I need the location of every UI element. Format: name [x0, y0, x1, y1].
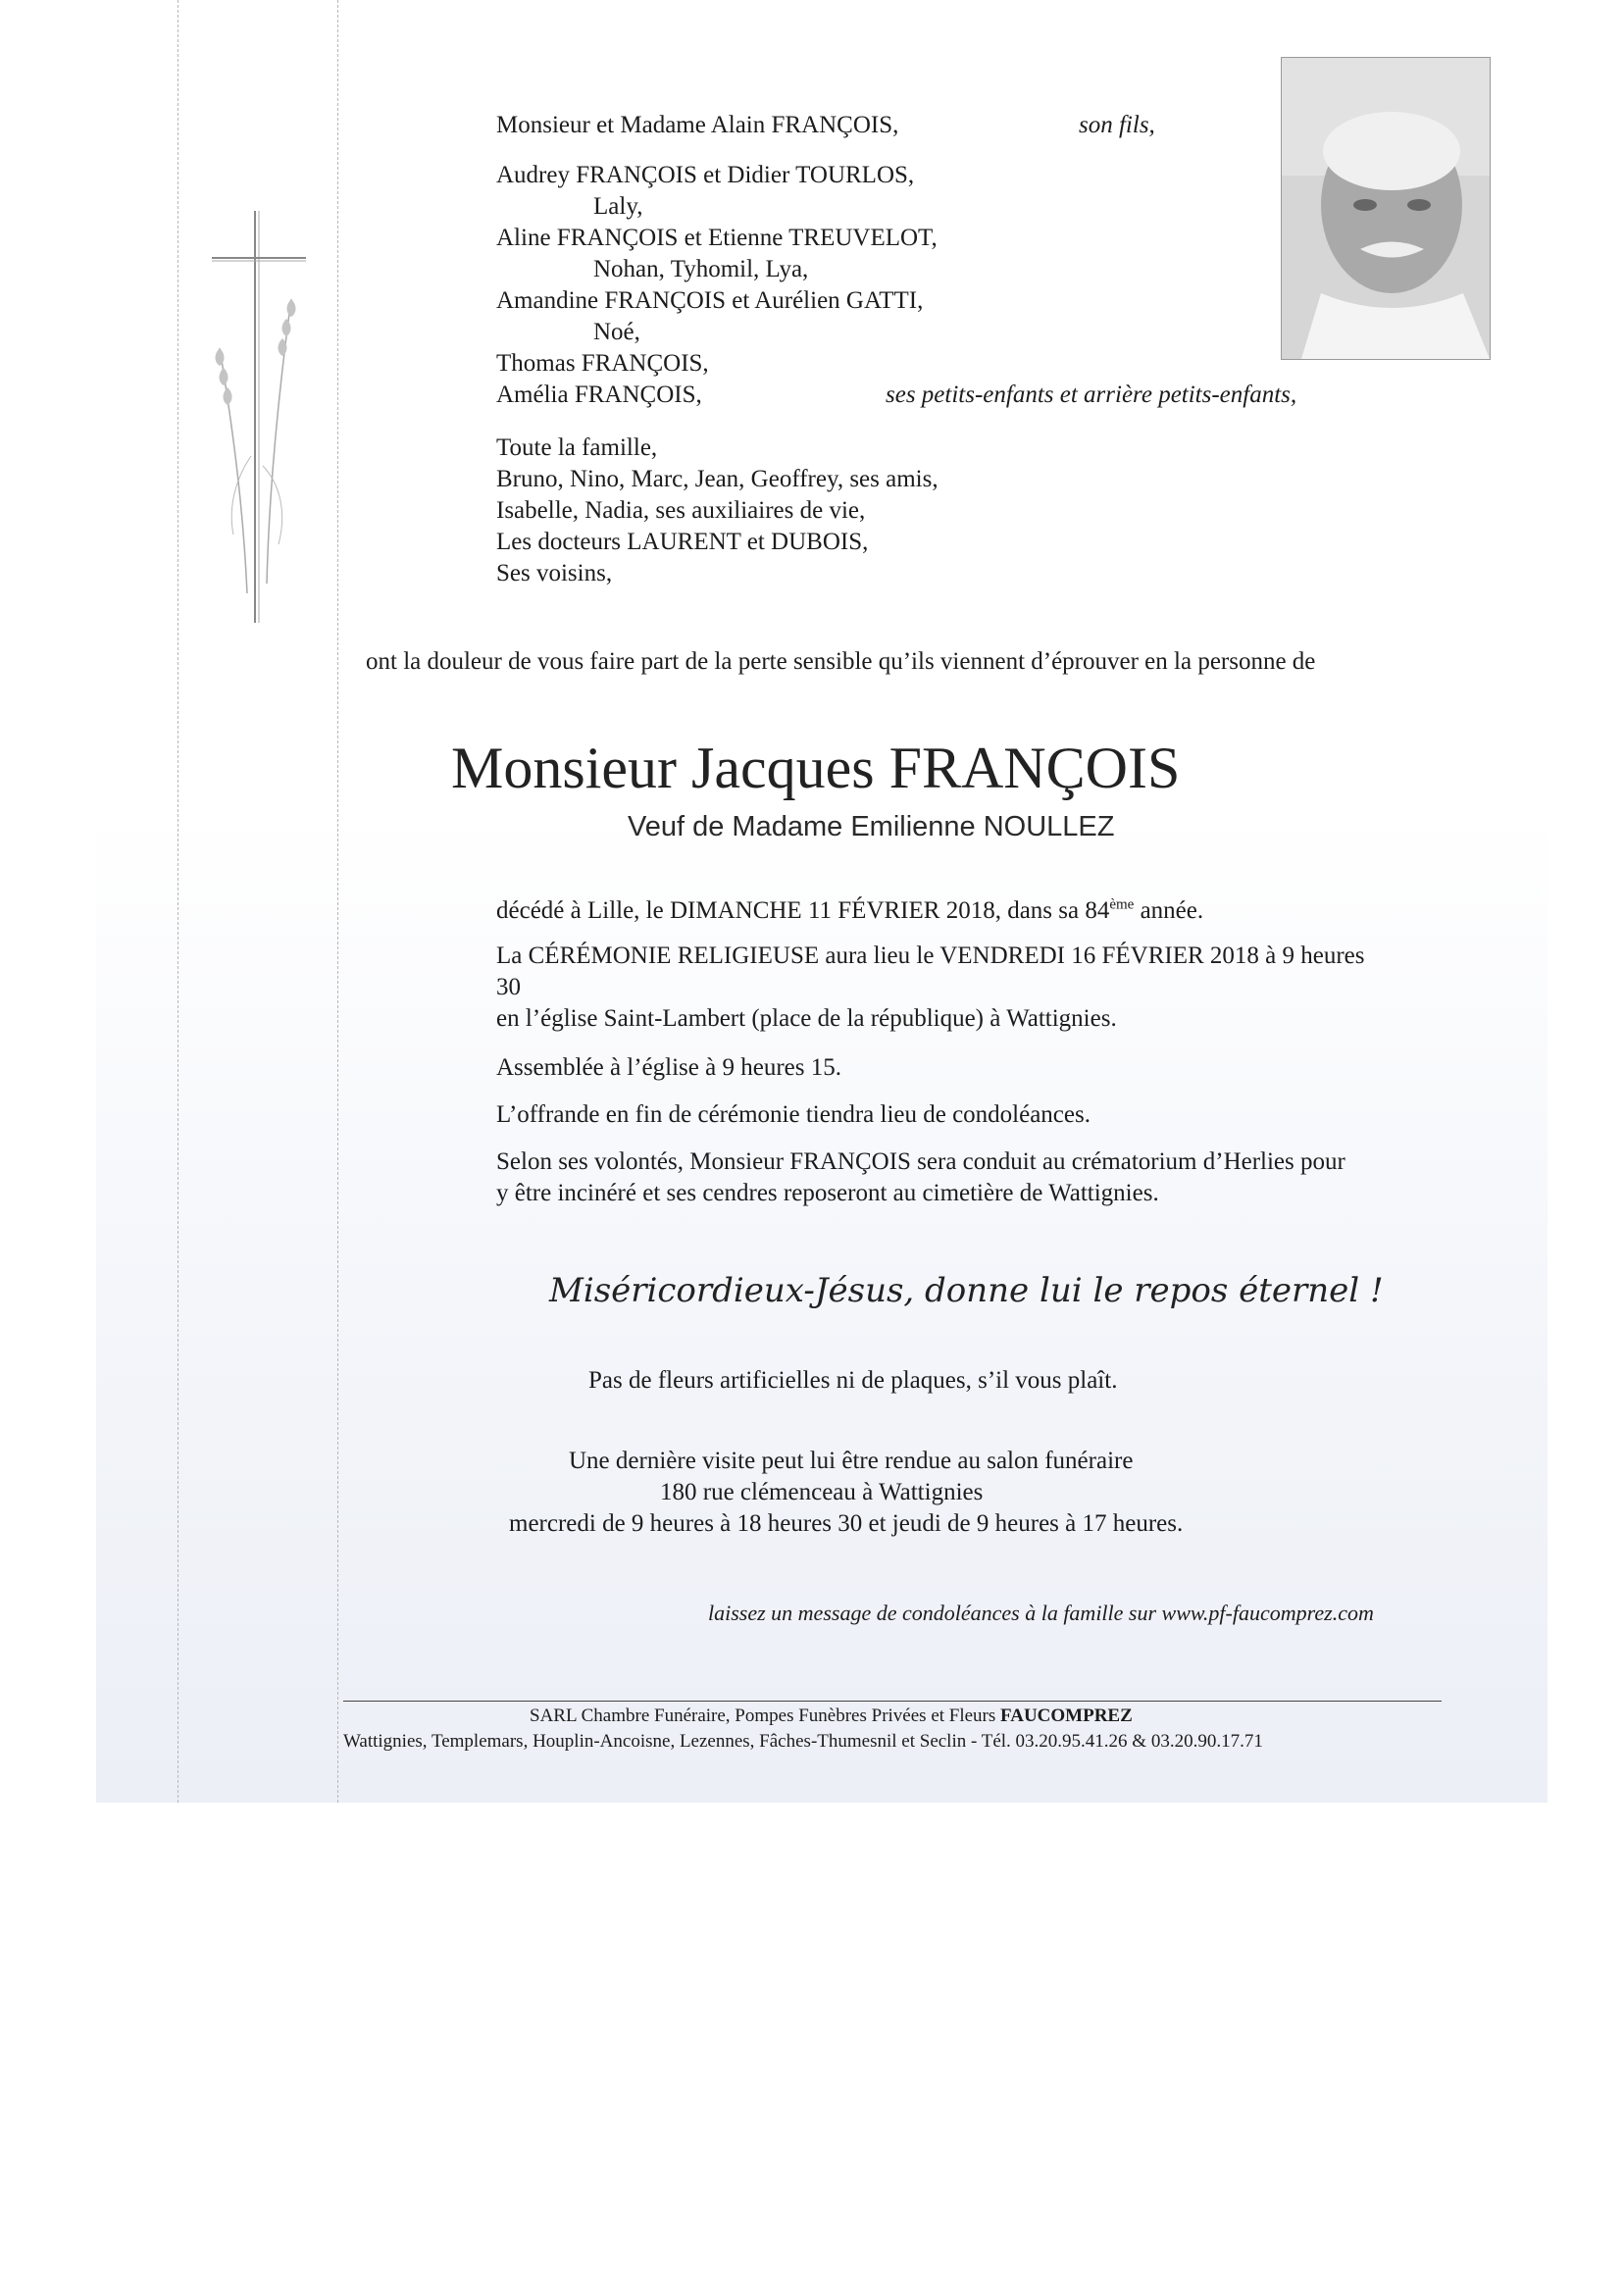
prayer-line: Miséricordieux-Jésus, donne lui le repos éternel !	[549, 1271, 1384, 1310]
deceased-name: Monsieur Jacques FRANÇOIS	[451, 736, 1181, 800]
no-flowers-note: Pas de fleurs artificielles ni de plaques, s’il vous plaît.	[588, 1367, 1118, 1394]
great-grandchild-3: Noé,	[593, 319, 640, 345]
announcement-text: ont la douleur de vous faire part de la perte sensible qu’ils viennent d’éprouver en la personne de	[366, 648, 1316, 675]
wishes-line-1: Selon ses volontés, Monsieur FRANÇOIS sera conduit au crématorium d’Herlies pour	[496, 1148, 1345, 1175]
family-parents: Monsieur et Madame Alain FRANÇOIS,	[496, 112, 899, 138]
great-grandchildren-2: Nohan, Tyhomil, Lya,	[593, 256, 809, 282]
footer-divider	[343, 1701, 1442, 1702]
other-family-line: Les docteurs LAURENT et DUBOIS,	[496, 529, 869, 555]
ceremony-line-3: en l’église Saint-Lambert (place de la république) à Wattignies.	[496, 1005, 1117, 1032]
relation-grandchildren: ses petits-enfants et arrière petits-enfants,	[886, 382, 1297, 408]
cross-wheat-icon	[208, 211, 316, 623]
portrait-photo	[1281, 57, 1491, 360]
ceremony-line-1: La CÉRÉMONIE RELIGIEUSE aura lieu le VENDREDI 16 FÉVRIER 2018 à 9 heures	[496, 942, 1365, 969]
margin-line	[337, 0, 338, 1803]
deceased-subtitle: Veuf de Madame Emilienne NOULLEZ	[628, 811, 1115, 842]
great-grandchild-1: Laly,	[593, 193, 643, 220]
assembly-time: Assemblée à l’église à 9 heures 15.	[496, 1054, 841, 1081]
visit-line-1: Une dernière visite peut lui être rendue au salon funéraire	[569, 1448, 1134, 1474]
grandchild-couple-1: Audrey FRANÇOIS et Didier TOURLOS,	[496, 162, 915, 188]
death-notice: décédé à Lille, le DIMANCHE 11 FÉVRIER 2018, dans sa 84ème année.	[496, 896, 1204, 924]
offering-note: L’offrande en fin de cérémonie tiendra lieu de condoléances.	[496, 1101, 1091, 1128]
footer-locations: Wattignies, Templemars, Houplin-Ancoisne, Lezennes, Fâches-Thumesnil et Seclin - Tél. 03.20.95.41.26 & 03.20.90.17.71	[343, 1731, 1263, 1752]
visit-line-2: 180 rue clémenceau à Wattignies	[660, 1479, 984, 1505]
other-family-line: Bruno, Nino, Marc, Jean, Geoffrey, ses amis,	[496, 466, 939, 492]
grandchild-couple-3: Amandine FRANÇOIS et Aurélien GATTI,	[496, 287, 924, 314]
grandchild-couple-2: Aline FRANÇOIS et Etienne TREUVELOT,	[496, 225, 938, 251]
footer-company: SARL Chambre Funéraire, Pompes Funèbres Privées et Fleurs FAUCOMPREZ	[530, 1706, 1133, 1726]
condolences-link[interactable]: laissez un message de condoléances à la famille sur www.pf-faucomprez.com	[708, 1601, 1374, 1625]
visit-line-3: mercredi de 9 heures à 18 heures 30 et jeudi de 9 heures à 17 heures.	[509, 1510, 1184, 1537]
grandchild-4: Thomas FRANÇOIS,	[496, 350, 709, 377]
other-family-line: Isabelle, Nadia, ses auxiliaires de vie,	[496, 497, 866, 524]
ceremony-line-2: 30	[496, 974, 521, 1000]
other-family-line: Toute la famille,	[496, 434, 658, 461]
grandchild-5: Amélia FRANÇOIS,	[496, 382, 702, 408]
relation-son: son fils,	[1079, 112, 1155, 138]
wishes-line-2: y être incinéré et ses cendres reposeront au cimetière de Wattignies.	[496, 1180, 1159, 1206]
other-family-line: Ses voisins,	[496, 560, 613, 586]
